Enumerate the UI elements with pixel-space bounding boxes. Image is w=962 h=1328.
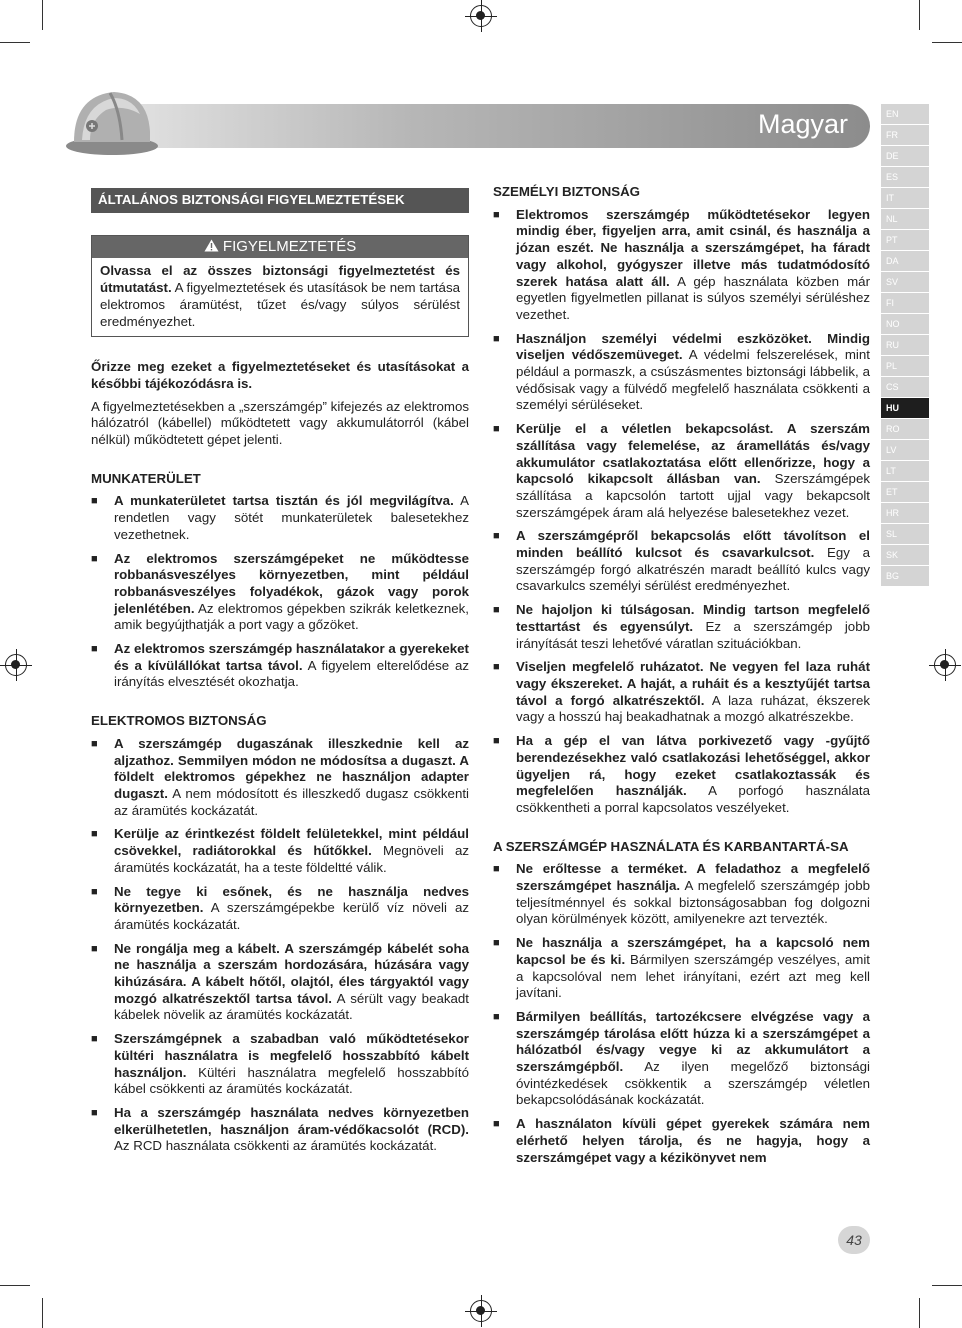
language-tab-de[interactable]: DE [881,146,929,166]
language-tab-it[interactable]: IT [881,188,929,208]
personal-heading: SZEMÉLYI BIZTONSÁG [493,184,641,199]
list-item: ■ Ne hajoljon ki túlságosan. Mindig tartson megfelelő testtartást és egyensúlyt. Ez a szerszámgép jobb irányítását teszi lehetővé váratlan szituációkban. [493,602,870,652]
language-tabs [881,104,929,587]
electrical-heading: ELEKTROMOS BIZTONSÁG [91,713,267,729]
warning-text: Olvassa el az összes biztonsági figyelmeztetést és útmutatást. A figyelmeztetések és utasítások be nem tartása elektromos áramütést, tűzet és/vagy súlyos sérülést eredményezhet. [100,263,460,329]
warning-triangle-icon [204,239,219,252]
language-tab-hu[interactable]: HU [881,398,929,418]
list-item: ■ Ne rongálja meg a kábelt. A szerszámgép kábelét soha ne használja a szerszám hordozására, húzására vagy kihúzására. A kábelt hőtől, olajtól, éles tárgyaktól vagy mozgó alkatrészektől tartsa távol. A sérült vagy beakadt kábelek növelik az áramütés kockázatát. [91,941,469,1025]
language-tab-fi[interactable]: FI [881,293,929,313]
list-item: ■ Az elektromos szerszámgép használatakor a gyerekeket és a kívülállókat tartsa távol. A figyelem elterelődése az irányítás elvesztését okozhatja. [91,641,469,691]
list-item: ■ A munkaterületet tartsa tisztán és jól megvilágítva. A rendetlen vagy sötét munkaterületek balesetekhez vezethetnek. [91,493,469,543]
language-tab-pl[interactable]: PL [881,356,929,376]
list-item: ■ Ha a szerszámgép használata nedves környezetben elkerülhetetlen, használjon áram-védőkacsolót (RCD). Az RCD használata csökkenti az áramütés kockázatát. [91,1105,469,1155]
crop-mark [919,0,920,30]
list-item: ■ Ne használja a szerszámgépet, ha a kapcsoló nem kapcsol be és ki. Bármilyen szerszámgép veszélyes, amit a kapcsolóval nem lehet irányítani, ezért azt meg kell javítani. [493,935,870,1002]
list-item: ■ Kerülje el a véletlen bekapcsolást. A szerszám szállítása vagy felemelése, az áramellátás és/vagy akkumulátor csatlakoztatása előtt ellenőrizze, hogy a kapcsoló kikapcsolt állásban van. Szerszámgépek szállítása a kapcsolón tartott ujjal vagy bekapcsolt szerszámgépek áram alá helyezése balesetekhez vezet. [493,421,870,521]
language-tab-cs[interactable]: CS [881,377,929,397]
personal-safety-list [493,207,870,817]
crop-mark [0,42,30,43]
language-tab-lv[interactable]: LV [881,440,929,460]
list-item: ■ Viseljen megfelelő ruházatot. Ne vegyen fel laza ruhát vagy ékszereket. A haját, a ruháit és a kesztyűjét tartsa távol a forgó alkatrészektől. A laza ruházat, ékszerek vagy a hosszú haj beakadhatnak a mozgó alkatrészekbe. [493,659,870,726]
language-tab-hr[interactable]: HR [881,503,929,523]
work-area-list [91,493,469,691]
list-item: ■ Szerszámgépnek a szabadban való működtetésekor kültéri használatra is megfelelő hosszabbító kábelt használjon. Kültéri használatra megfelelő hosszabbító kábel csökkenti az áramütés kockázatát. [91,1031,469,1098]
list-item: ■ A használaton kívüli gépet gyerekek számára nem elérhető helyen tárolja, és ne hagyja, hogy a szerszámgépet vagy a kézikönyvet nem [493,1116,870,1166]
language-tab-pt[interactable]: PT [881,230,929,250]
language-tab-nl[interactable]: NL [881,209,929,229]
language-tab-da[interactable]: DA [881,251,929,271]
crop-mark [932,42,962,43]
language-tab-es[interactable]: ES [881,167,929,187]
right-column [493,184,870,1173]
language-tab-bg[interactable]: BG [881,566,929,586]
list-item: ■ Kerülje az érintkezést földelt felületekkel, mint például csövekkel, radiátorokkal és hűtőkkel. Megnöveli az áramütés kockázatát, ha a teste földeltté válik. [91,826,469,876]
language-tab-sl[interactable]: SL [881,524,929,544]
work-area-heading: MUNKATERÜLET [91,470,201,486]
maintenance-heading: A SZERSZÁMGÉP HASZNÁLATA ÉS KARBANTARTÁ-SA [493,838,849,854]
crop-mark [919,1298,920,1328]
section-title: ÁLTALÁNOS BIZTONSÁGI FIGYELMEZTETÉSEK [91,188,469,213]
list-item: ■ A szerszámgép dugaszának illeszkednie kell az aljzathoz. Semmilyen módon ne módosítsa a dugaszt. A földelt elektromos gépekhez ne használjon adapter dugaszt. A nem módosított és illeszkedő dugasz csökkenti az áramütés kockázatát. [91,736,469,820]
crop-mark [0,1285,30,1286]
language-tab-ro[interactable]: RO [881,419,929,439]
language-tab-fr[interactable]: FR [881,125,929,145]
page-title: Magyar [757,109,848,139]
language-tab-sv[interactable]: SV [881,272,929,292]
list-item: ■ Ne tegye ki esőnek, és ne használja nedves környezetben. A szerszámgépekbe kerülő víz növeli az áramütés kockázatát. [91,884,469,934]
header-bar [98,104,870,148]
warning-header [92,236,468,259]
registration-mark-icon [470,1300,492,1322]
list-item: ■ Használjon személyi védelmi eszközöket. Mindig viseljen védőszemüveget. A védelmi felszerelések, mint például a pormaszk, a csúszásmentes biztonsági lábbelik, a védősisak vagy a fülvédő megfelelő használata csökkenti a személyi sérüléseket. [493,331,870,415]
crop-mark [42,1298,43,1328]
list-item: ■ Ha a gép el van látva porkivezető vagy -gyűjtő berendezésekhez való csatlakozási lehetőséggel, akkor ügyeljen rá, hogy ezeket csatlakoztassák és megfelelően használják. A porfogó használata csökkentheti a porral kapcsolatos veszélyeket. [493,733,870,817]
warning-title: FIGYELMEZTETÉS [222,237,357,255]
page-number: 43 [838,1226,870,1254]
language-tab-lt[interactable]: LT [881,461,929,481]
registration-mark-icon [470,5,492,27]
registration-mark-icon [5,654,27,676]
definition-text: A figyelmeztetésekben a „szerszámgép” kifejezés az elektromos hálózatról (kábellel) működtetett vagy akkumulátorról (kábel nélkül) működtetett gépet jelenti. [91,398,469,448]
safety-helmet-icon [62,80,162,160]
language-tab-ru[interactable]: RU [881,335,929,355]
language-tab-sk[interactable]: SK [881,545,929,565]
crop-mark [932,1285,962,1286]
crop-mark [42,0,43,30]
list-item: ■ Az elektromos szerszámgépeket ne működtesse robbanásveszélyes környezetben, mint például robbanásveszélyes folyadékok, gázok vagy porok jelenlétében. Az elektromos gépekben szikrák keletkeznek, amik begyújthatják a port vagy a gőzöket. [91,551,469,635]
warning-box [91,235,469,338]
electrical-list [91,736,469,1155]
language-tab-en[interactable]: EN [881,104,929,124]
list-item: ■ A szerszámgépről bekapcsolás előtt távolítson el minden beállító kulcsot és csavarkulcsot. Egy a szerszámgép forgó alkatrészén maradt beállító kulcs vagy csavarkulcs személyi sérülést eredményezhet. [493,528,870,595]
registration-mark-icon [934,654,956,676]
left-column [91,184,469,1162]
maintenance-list [493,861,870,1166]
language-tab-no[interactable]: NO [881,314,929,334]
language-tab-et[interactable]: ET [881,482,929,502]
list-item: ■ Ne erőltesse a terméket. A feladathoz a megfelelő szerszámgépet használja. A megfelelő szerszámgép jobb teljesítménnyel és sokkal biztonságosabban fog dolgozni olyan körülmények között, amilyenekre azt tervezték. [493,861,870,928]
keep-instructions: Őrizze meg ezeket a figyelmeztetéseket és utasításokat a későbbi tájékozódásra is. [91,359,469,391]
list-item: ■ Elektromos szerszámgép működtetésekor legyen mindig éber, figyeljen arra, amit csinál, és használja a józan eszét. Ne használja a szerszámgépet, ha fáradt vagy alkohol, gyógyszer illetve más tudatmódosító szerek hatása alatt áll. A gép használata közben már egyetlen figyelmetlen pillanat is súlyos személyi sérüléshez vezethet. [493,207,870,324]
list-item: ■ Bármilyen beállítás, tartozékcsere elvégzése vagy a szerszámgép tárolása előtt húzza ki a szerszámgépet a hálózatból és/vagy vegye ki az akkumulátort a szerszámgépből. Az ilyen megelőző biztonsági óvintézkedések csökkentik a szerszámgép véletlen bekapcsolódásának kockázatát. [493,1009,870,1109]
